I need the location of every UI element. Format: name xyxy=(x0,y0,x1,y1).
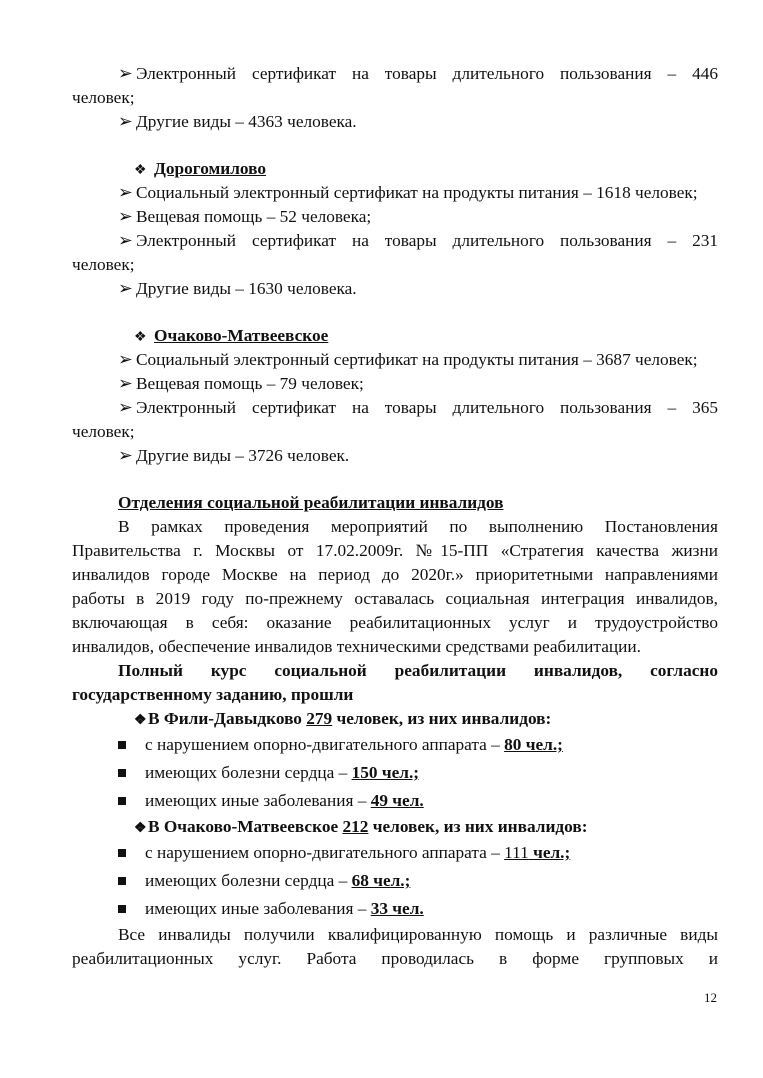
paragraph-line: Все инвалиды получили квалифицированную помощь и различные виды xyxy=(118,925,718,944)
list-item: ➢ Социальный электронный сертификат на продукты питания – 3687 человек; xyxy=(72,348,718,372)
list-item: имеющих иные заболевания – 33 чел. xyxy=(72,895,718,923)
arrow-bullet-icon: ➢ xyxy=(118,207,133,226)
list-item: ➢ Вещевая помощь – 52 человека; xyxy=(72,205,718,229)
list-item: ➢ Другие виды – 1630 человека. xyxy=(72,277,718,301)
bold-paragraph-line: государственному заданию, прошли xyxy=(72,685,354,704)
paragraph-line: инвалидов, обеспечение инвалидов техническими средствами реабилитации. xyxy=(72,637,641,656)
paragraph-line: работы в 2019 году по-прежнему оставалась социальная интеграция инвалидов, xyxy=(72,589,718,608)
list-item: ➢ Другие виды – 3726 человек. xyxy=(72,444,718,468)
square-bullet-icon xyxy=(118,769,126,777)
arrow-bullet-icon: ➢ xyxy=(118,398,133,417)
paragraph-line: реабилитационных услуг. Работа проводилась в форме групповых и xyxy=(72,949,718,968)
list-item: с нарушением опорно-двигательного аппарата – 80 чел.; xyxy=(72,731,718,759)
bold-paragraph-line: Полный курс социальной реабилитации инвалидов, согласно xyxy=(118,661,718,680)
section-title: ❖ Дорогомилово xyxy=(72,157,718,181)
list-item: имеющих иные заболевания – 49 чел. xyxy=(72,787,718,815)
square-bullet-icon xyxy=(118,849,126,857)
square-bullet-icon xyxy=(118,877,126,885)
list-item: ➢ Другие виды – 4363 человека. xyxy=(72,110,718,134)
list-item: имеющих болезни сердца – 150 чел.; xyxy=(72,759,718,787)
list-item: ➢ Электронный сертификат на товары длительного пользования – 365 xyxy=(72,396,718,420)
page-number: 12 xyxy=(704,990,717,1005)
document-page xyxy=(72,62,718,971)
arrow-bullet-icon: ➢ xyxy=(118,64,133,83)
rehab-heading: Отделения социальной реабилитации инвалидов xyxy=(118,493,504,512)
paragraph-line: инвалидов городе Москве на период до 2020г.» приоритетными направлениями xyxy=(72,565,718,584)
diamond-bullet-icon: ❖ xyxy=(134,713,147,728)
list-item-continuation: человек; xyxy=(72,255,135,274)
arrow-bullet-icon: ➢ xyxy=(118,183,133,202)
list-item-continuation: человек; xyxy=(72,422,135,441)
square-bullet-icon xyxy=(118,741,126,749)
arrow-bullet-icon: ➢ xyxy=(118,112,133,131)
diamond-bullet-icon: ❖ xyxy=(134,821,147,836)
diamond-bullet-icon: ❖ xyxy=(134,163,147,178)
section-title: ❖ Очаково-Матвеевское xyxy=(72,324,718,348)
list-item: ➢ Вещевая помощь – 79 человек; xyxy=(72,372,718,396)
list-item: ➢ Электронный сертификат на товары длительного пользования – 446 xyxy=(72,62,718,86)
arrow-bullet-icon: ➢ xyxy=(118,231,133,250)
arrow-bullet-icon: ➢ xyxy=(118,350,133,369)
group-title: ❖В Фили-Давыдково 279 человек, из них инвалидов: xyxy=(72,707,718,731)
paragraph-line: Правительства г. Москвы от 17.02.2009г. №15-ПП «Стратегия качества жизни xyxy=(72,541,718,560)
paragraph-line: включающая в себя: оказание реабилитационных услуг и трудоустройство xyxy=(72,613,718,632)
paragraph-line: В рамках проведения мероприятий по выполнению Постановления xyxy=(118,517,718,536)
list-item: имеющих болезни сердца – 68 чел.; xyxy=(72,867,718,895)
list-item: ➢ Электронный сертификат на товары длительного пользования – 231 xyxy=(72,229,718,253)
square-bullet-icon xyxy=(118,797,126,805)
list-item-continuation: человек; xyxy=(72,88,135,107)
square-bullet-icon xyxy=(118,905,126,913)
arrow-bullet-icon: ➢ xyxy=(118,446,133,465)
arrow-bullet-icon: ➢ xyxy=(118,374,133,393)
diamond-bullet-icon: ❖ xyxy=(134,330,147,345)
list-item: ➢ Социальный электронный сертификат на продукты питания – 1618 человек; xyxy=(72,181,718,205)
group-title: ❖В Очаково-Матвеевское 212 человек, из них инвалидов: xyxy=(72,815,718,839)
list-item: с нарушением опорно-двигательного аппарата – 111 чел.; xyxy=(72,839,718,867)
arrow-bullet-icon: ➢ xyxy=(118,279,133,298)
